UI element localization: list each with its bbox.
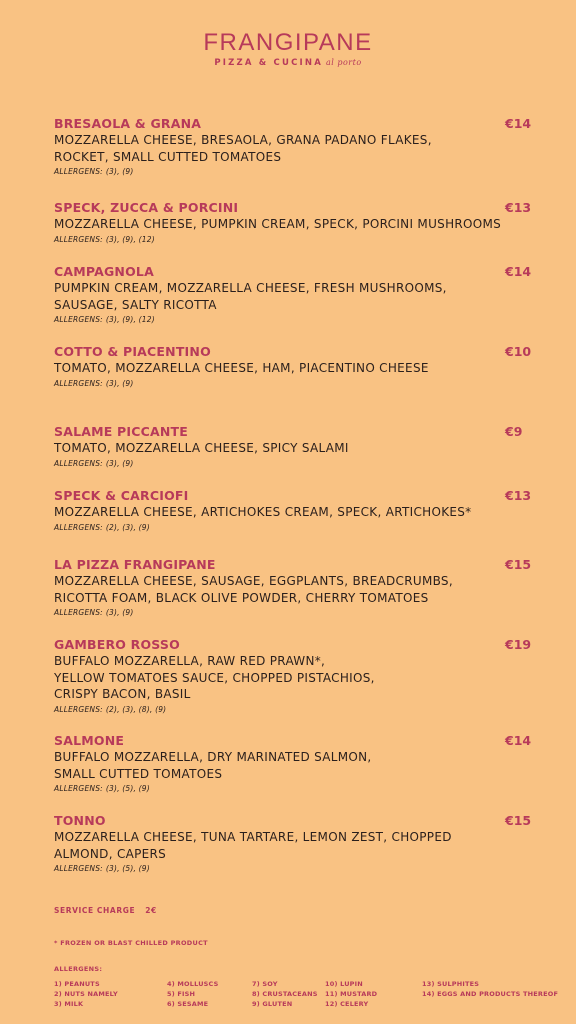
menu-item-description: PUMPKIN CREAM, MOZZARELLA CHEESE, FRESH MUSHROOMS, <box>54 281 447 295</box>
menu-item-header <box>54 424 534 440</box>
allergens-label: ALLERGENS: <box>54 784 103 793</box>
menu-item-price: €13 <box>505 200 532 215</box>
menu-item-name: COTTO & PIACENTINO <box>54 344 211 359</box>
menu-item-price: €13 <box>505 488 532 503</box>
allergens-label: ALLERGENS: <box>54 234 103 244</box>
allergens-label: ALLERGENS: <box>54 704 103 714</box>
menu-item-description: MOZZARELLA CHEESE, PUMPKIN CREAM, SPECK, PORCINI MUSHROOMS <box>54 217 502 231</box>
service-charge-label: SERVICE CHARGE <box>54 906 136 915</box>
menu-item-name: SPECK, ZUCCA & PORCINI <box>54 200 239 215</box>
menu-item-header <box>54 733 534 749</box>
menu-item-description: MOZZARELLA CHEESE, SAUSAGE, EGGPLANTS, BREADCRUMBS, <box>54 574 453 588</box>
menu-item-header <box>54 488 534 504</box>
allergen-legend-entry: 5) FISH <box>167 990 196 998</box>
menu-item <box>54 557 534 620</box>
menu-item-description: SAUSAGE, SALTY RICOTTA <box>54 297 217 312</box>
allergen-legend-entry: 4) MOLLUSCS <box>167 980 219 988</box>
menu-item-description: CRISPY BACON, BASIL <box>54 687 191 701</box>
menu-item-header <box>54 813 534 829</box>
allergens-codes: (3), (9) <box>105 608 134 617</box>
menu-item-price: €10 <box>505 344 532 359</box>
menu-item-header <box>54 264 534 280</box>
allergens-label: ALLERGENS: <box>54 522 103 532</box>
allergens-codes: (3), (9) <box>105 378 134 388</box>
menu-item <box>54 488 534 535</box>
menu-item-allergens <box>54 457 534 471</box>
allergen-legend-entry: 12) CELERY <box>325 1000 369 1008</box>
brand-name: FRANGIPANE <box>203 29 373 56</box>
allergen-legend-entry: 13) SULPHITES <box>422 980 480 988</box>
allergen-legend-column <box>54 979 118 1009</box>
allergens-label: ALLERGENS: <box>54 458 103 468</box>
menu-item-description: BUFFALO MOZZARELLA, DRY MARINATED SALMON, <box>54 750 372 764</box>
allergens-codes: (3), (5), (9) <box>105 784 150 793</box>
menu-item-allergens <box>54 313 534 327</box>
menu-item <box>54 116 534 179</box>
menu-item-allergens <box>54 782 534 796</box>
menu-item-price: €15 <box>505 813 532 828</box>
allergen-legend-column <box>325 979 377 1009</box>
allergen-legend-entry: 2) NUTS NAMELY <box>54 990 118 998</box>
menu-item-price: €14 <box>505 116 532 131</box>
allergen-legend-entry: 3) MILK <box>54 1000 84 1008</box>
allergens-label: ALLERGENS: <box>54 864 103 873</box>
menu-item-header <box>54 200 534 216</box>
menu-item-allergens <box>54 165 534 179</box>
menu-item-header <box>54 557 534 573</box>
allergens-label: ALLERGENS: <box>54 167 103 176</box>
allergen-legend-entry: 14) EGGS AND PRODUCTS THEREOF <box>422 990 559 998</box>
allergens-codes: (3), (9), (12) <box>105 315 155 324</box>
menu-item-name: TONNO <box>54 813 106 828</box>
allergen-legend <box>54 979 564 1019</box>
menu-item-allergens <box>54 521 534 535</box>
allergens-codes: (2), (3), (8), (9) <box>105 704 167 714</box>
menu-item-price: €15 <box>505 557 532 572</box>
allergens-label: ALLERGENS: <box>54 315 103 324</box>
menu-item-description: TOMATO, MOZZARELLA CHEESE, SPICY SALAMI <box>54 441 349 455</box>
menu-item-description: BUFFALO MOZZARELLA, RAW RED PRAWN*, <box>54 654 326 668</box>
menu-item-allergens <box>54 703 534 717</box>
menu-item-description: SMALL CUTTED TOMATOES <box>54 766 223 781</box>
menu-item-price: €9 <box>505 424 523 439</box>
menu-item-name: SPECK & CARCIOFI <box>54 488 189 503</box>
menu-item-description: RICOTTA FOAM, BLACK OLIVE POWDER, CHERRY TOMATOES <box>54 590 429 605</box>
menu-item-header <box>54 637 534 653</box>
brand-tagline <box>0 58 576 68</box>
allergen-legend-column <box>252 979 318 1009</box>
allergen-legend-entry: 11) MUSTARD <box>325 990 378 998</box>
allergen-legend-entry: 7) SOY <box>252 980 278 988</box>
allergens-codes: (3), (9) <box>105 458 134 468</box>
menu-item-name: CAMPAGNOLA <box>54 264 154 279</box>
menu-item-description: ROCKET, SMALL CUTTED TOMATOES <box>54 149 282 164</box>
menu-item <box>54 200 534 247</box>
allergens-label: ALLERGENS: <box>54 608 103 617</box>
menu-item <box>54 813 534 876</box>
menu-item <box>54 424 534 471</box>
allergens-heading: ALLERGENS: <box>54 965 103 973</box>
menu-item-description: YELLOW TOMATOES SAUCE, CHOPPED PISTACHIOS, <box>54 670 375 685</box>
menu-item-name: GAMBERO ROSSO <box>54 637 180 652</box>
menu-item-price: €14 <box>505 733 532 748</box>
menu-item <box>54 264 534 327</box>
menu-item-header <box>54 116 534 132</box>
brand-tagline-text: PIZZA & CUCINA <box>214 58 323 68</box>
menu-item <box>54 733 534 796</box>
service-charge-amount: 2€ <box>145 906 157 915</box>
service-charge <box>54 906 157 915</box>
brand-tagline-script: al porto <box>326 58 362 67</box>
menu-item-description: MOZZARELLA CHEESE, BRESAOLA, GRANA PADANO FLAKES, <box>54 133 432 147</box>
allergen-legend-entry: 8) CRUSTACEANS <box>252 990 318 998</box>
menu-item-price: €19 <box>505 637 532 652</box>
allergens-codes: (3), (5), (9) <box>105 864 150 873</box>
menu-item-allergens <box>54 862 534 876</box>
menu-item-name: BRESAOLA & GRANA <box>54 116 202 131</box>
menu-item-description: TOMATO, MOZZARELLA CHEESE, HAM, PIACENTINO CHEESE <box>54 361 429 375</box>
menu-item-description: MOZZARELLA CHEESE, TUNA TARTARE, LEMON ZEST, CHOPPED <box>54 830 452 844</box>
menu-item-allergens <box>54 606 534 620</box>
menu-item-price: €14 <box>505 264 532 279</box>
allergen-legend-entry: 10) LUPIN <box>325 980 363 988</box>
menu-item <box>54 344 534 391</box>
brand-logo <box>0 30 576 68</box>
menu-item-name: SALMONE <box>54 733 125 748</box>
allergen-legend-column <box>167 979 219 1009</box>
allergens-codes: (3), (9) <box>105 167 134 176</box>
allergen-legend-entry: 9) GLUTEN <box>252 1000 293 1008</box>
allergens-codes: (2), (3), (9) <box>105 522 150 532</box>
menu-item-description: MOZZARELLA CHEESE, ARTICHOKES CREAM, SPECK, ARTICHOKES* <box>54 505 472 519</box>
allergen-legend-entry: 6) SESAME <box>167 1000 209 1008</box>
allergens-label: ALLERGENS: <box>54 378 103 388</box>
menu-item <box>54 637 534 717</box>
menu-item-header <box>54 344 534 360</box>
menu-item-name: LA PIZZA FRANGIPANE <box>54 557 216 572</box>
allergen-legend-entry: 1) PEANUTS <box>54 980 100 988</box>
menu-item-allergens <box>54 233 534 247</box>
menu-item-description: ALMOND, CAPERS <box>54 846 167 861</box>
frozen-note: * FROZEN OR BLAST CHILLED PRODUCT <box>54 939 208 947</box>
allergens-codes: (3), (9), (12) <box>105 234 155 244</box>
menu-item-name: SALAME PICCANTE <box>54 424 189 439</box>
allergen-legend-column <box>422 979 558 999</box>
menu-item-allergens <box>54 377 534 391</box>
